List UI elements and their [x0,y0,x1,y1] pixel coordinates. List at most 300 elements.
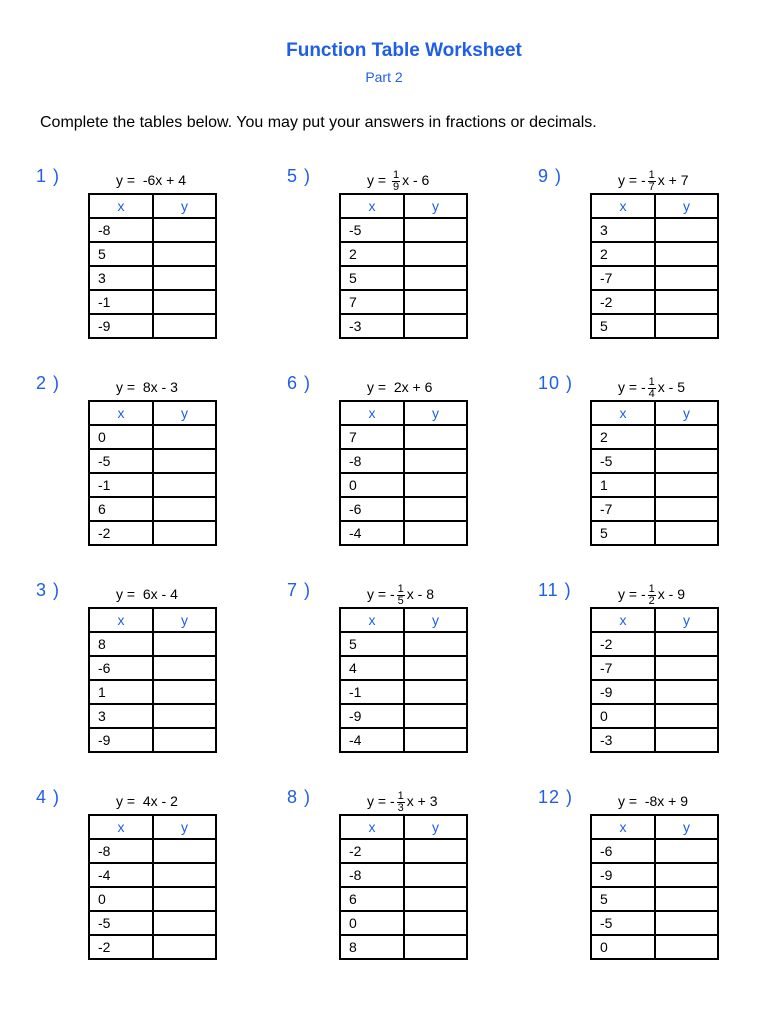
y-answer-cell[interactable] [655,863,718,887]
fraction-denominator: 2 [648,594,655,607]
y-answer-cell[interactable] [404,314,467,338]
table-row [89,218,216,242]
fraction-numerator: 1 [392,168,400,181]
table-row [340,656,467,680]
x-value-cell: -5 [89,449,153,473]
y-answer-cell[interactable] [655,680,718,704]
equation [116,373,178,401]
y-answer-cell[interactable] [655,839,718,863]
function-table [590,607,719,753]
y-answer-cell[interactable] [153,680,216,704]
equation-text: y = [367,172,390,188]
x-value-cell: -4 [89,863,153,887]
y-column-header: y [655,194,718,218]
x-value-cell: -2 [89,521,153,545]
table-row [591,863,718,887]
table-row [340,314,467,338]
problem-12 [538,787,738,977]
fraction [648,170,656,193]
y-answer-cell[interactable] [655,704,718,728]
table-row [89,497,216,521]
y-column-header: y [655,608,718,632]
x-value-cell: 1 [591,473,655,497]
table-header-row [89,401,216,425]
fraction-numerator: 1 [648,582,655,595]
table-row [89,290,216,314]
problem-number: 4 ) [36,787,61,807]
table-row [591,218,718,242]
table-row [89,935,216,959]
x-value-cell: 5 [89,242,153,266]
x-value-cell: -2 [89,935,153,959]
function-table [339,400,468,546]
y-answer-cell[interactable] [655,314,718,338]
table-header-row [340,815,467,839]
y-answer-cell[interactable] [655,449,718,473]
x-column-header: x [89,401,153,425]
table-row [591,425,718,449]
equation [116,166,186,194]
table-row [89,728,216,752]
x-value-cell: 3 [89,266,153,290]
x-column-header: x [89,194,153,218]
fraction [648,584,656,607]
y-column-header: y [404,194,467,218]
table-row [591,887,718,911]
x-value-cell: -5 [591,449,655,473]
table-row [89,266,216,290]
x-value-cell: 5 [591,521,655,545]
y-answer-cell[interactable] [404,839,467,863]
equation-text: y = - [367,793,395,809]
table-row [591,497,718,521]
y-answer-cell[interactable] [153,290,216,314]
equation-text: y = - [618,379,646,395]
table-row [89,449,216,473]
table-row [340,242,467,266]
y-answer-cell[interactable] [153,728,216,752]
table-row [89,473,216,497]
x-value-cell: 8 [89,632,153,656]
fraction-denominator: 4 [648,387,655,400]
fraction-numerator: 1 [648,375,655,388]
x-value-cell: -4 [340,521,404,545]
table-header-row [89,194,216,218]
y-answer-cell[interactable] [153,473,216,497]
y-answer-cell[interactable] [153,935,216,959]
x-value-cell: 2 [591,242,655,266]
y-column-header: y [655,815,718,839]
x-value-cell: -8 [89,839,153,863]
problem-number: 9 ) [538,166,563,186]
table-row [89,425,216,449]
equation-text: x - 8 [406,586,434,602]
x-value-cell: 4 [340,656,404,680]
table-row [591,656,718,680]
equation-text: x + 3 [406,793,438,809]
fraction-numerator: 1 [397,789,404,802]
problem-9 [538,166,738,356]
y-column-header: y [153,194,216,218]
problem-number: 6 ) [287,373,312,393]
fraction [397,584,405,607]
y-answer-cell[interactable] [655,425,718,449]
table-row [591,935,718,959]
equation [618,373,685,401]
table-row [591,242,718,266]
equation-text: y = 8x - 3 [116,379,178,395]
x-value-cell: -9 [89,314,153,338]
equation-text: y = 4x - 2 [116,793,178,809]
x-value-cell: 0 [89,887,153,911]
y-answer-cell[interactable] [153,839,216,863]
fraction [392,170,400,193]
x-value-cell: -7 [591,266,655,290]
x-value-cell: -7 [591,656,655,680]
function-table [88,400,217,546]
table-header-row [340,401,467,425]
x-value-cell: -9 [591,863,655,887]
y-answer-cell[interactable] [153,911,216,935]
table-row [591,314,718,338]
x-value-cell: -1 [340,680,404,704]
problem-11 [538,580,738,770]
x-value-cell: 6 [89,497,153,521]
problem-10 [538,373,738,563]
x-value-cell: 7 [340,290,404,314]
function-table [590,814,719,960]
problem-number: 8 ) [287,787,312,807]
y-answer-cell[interactable] [655,911,718,935]
table-row [591,680,718,704]
table-row [340,863,467,887]
problem-number: 3 ) [36,580,61,600]
table-row [591,632,718,656]
problem-number: 11 ) [538,580,572,600]
equation [618,166,689,194]
y-answer-cell[interactable] [655,242,718,266]
function-table [88,814,217,960]
y-answer-cell[interactable] [404,218,467,242]
table-row [340,425,467,449]
function-table [339,607,468,753]
y-answer-cell[interactable] [655,290,718,314]
table-row [340,728,467,752]
y-answer-cell[interactable] [404,935,467,959]
table-header-row [591,194,718,218]
function-table [88,193,217,339]
x-value-cell: 6 [340,887,404,911]
equation-text: y = - [618,172,646,188]
problem-5 [287,166,487,356]
y-answer-cell[interactable] [404,911,467,935]
y-answer-cell[interactable] [153,425,216,449]
x-value-cell: -6 [591,839,655,863]
equation [367,580,434,608]
fraction-denominator: 7 [648,180,655,193]
y-answer-cell[interactable] [404,473,467,497]
table-row [340,887,467,911]
y-answer-cell[interactable] [404,242,467,266]
y-answer-cell[interactable] [153,314,216,338]
y-answer-cell[interactable] [404,704,467,728]
x-column-header: x [340,608,404,632]
x-value-cell: 1 [89,680,153,704]
table-header-row [340,194,467,218]
y-answer-cell[interactable] [404,266,467,290]
equation [116,580,178,608]
y-answer-cell[interactable] [404,632,467,656]
problem-number: 12 ) [538,787,574,807]
table-row [89,521,216,545]
y-answer-cell[interactable] [153,242,216,266]
table-row [340,839,467,863]
table-row [89,704,216,728]
equation-text: x - 5 [657,379,685,395]
instructions: Complete the tables below. You may put your answers in fractions or decimals. [40,114,597,131]
fraction-denominator: 5 [397,594,404,607]
x-value-cell: 0 [591,704,655,728]
table-row [591,473,718,497]
x-column-header: x [591,608,655,632]
problem-6 [287,373,487,563]
x-value-cell: 3 [591,218,655,242]
table-row [591,728,718,752]
equation-text: x - 6 [402,172,430,188]
x-column-header: x [89,608,153,632]
y-answer-cell[interactable] [655,521,718,545]
problem-3 [36,580,236,770]
x-value-cell: 5 [340,632,404,656]
y-answer-cell[interactable] [655,728,718,752]
x-value-cell: -5 [340,218,404,242]
problem-7 [287,580,487,770]
table-header-row [89,608,216,632]
equation [367,166,429,194]
table-row [340,632,467,656]
y-column-header: y [153,815,216,839]
equation-text: y = -8x + 9 [618,793,689,809]
x-value-cell: 8 [340,935,404,959]
table-row [340,521,467,545]
y-answer-cell[interactable] [655,656,718,680]
problem-2 [36,373,236,563]
problem-8 [287,787,487,977]
y-column-header: y [404,815,467,839]
y-answer-cell[interactable] [153,887,216,911]
fraction-denominator: 3 [397,801,404,814]
y-answer-cell[interactable] [404,863,467,887]
y-column-header: y [404,608,467,632]
y-column-header: y [655,401,718,425]
fraction-denominator: 9 [392,180,400,193]
x-column-header: x [340,401,404,425]
equation-text: y = 2x + 6 [367,379,433,395]
table-row [89,839,216,863]
x-value-cell: -2 [591,290,655,314]
x-value-cell: -6 [89,656,153,680]
table-header-row [89,815,216,839]
table-row [340,449,467,473]
x-value-cell: 3 [89,704,153,728]
x-column-header: x [340,815,404,839]
function-table [590,400,719,546]
x-value-cell: 7 [340,425,404,449]
y-answer-cell[interactable] [404,656,467,680]
x-column-header: x [591,401,655,425]
function-table [339,193,468,339]
y-answer-cell[interactable] [655,218,718,242]
table-row [89,680,216,704]
equation-text: y = 6x - 4 [116,586,178,602]
equation [116,787,178,815]
x-value-cell: -3 [340,314,404,338]
table-row [89,242,216,266]
x-value-cell: -2 [591,632,655,656]
y-answer-cell[interactable] [153,521,216,545]
y-answer-cell[interactable] [655,473,718,497]
table-row [340,266,467,290]
table-row [591,266,718,290]
y-answer-cell[interactable] [153,449,216,473]
table-row [89,314,216,338]
x-value-cell: -9 [340,704,404,728]
y-column-header: y [153,608,216,632]
problem-number: 10 ) [538,373,574,393]
table-row [591,839,718,863]
y-answer-cell[interactable] [404,521,467,545]
y-column-header: y [153,401,216,425]
table-header-row [591,608,718,632]
x-value-cell: -1 [89,473,153,497]
y-answer-cell[interactable] [655,632,718,656]
worksheet-title: Function Table Worksheet [286,40,522,61]
y-answer-cell[interactable] [655,887,718,911]
x-column-header: x [591,815,655,839]
x-column-header: x [591,194,655,218]
y-answer-cell[interactable] [153,266,216,290]
x-value-cell: 0 [340,473,404,497]
y-answer-cell[interactable] [153,218,216,242]
y-answer-cell[interactable] [153,497,216,521]
equation-text: x + 7 [657,172,689,188]
table-row [591,290,718,314]
equation [367,373,432,401]
table-row [340,473,467,497]
problem-1 [36,166,236,356]
y-answer-cell[interactable] [655,497,718,521]
table-row [340,290,467,314]
table-row [89,632,216,656]
y-answer-cell[interactable] [404,497,467,521]
x-value-cell: -8 [89,218,153,242]
y-answer-cell[interactable] [404,680,467,704]
fraction-numerator: 1 [648,168,655,181]
table-row [340,497,467,521]
x-value-cell: 2 [340,242,404,266]
x-value-cell: 5 [591,887,655,911]
x-column-header: x [340,194,404,218]
table-row [591,911,718,935]
problem-number: 1 ) [36,166,61,186]
y-answer-cell[interactable] [153,656,216,680]
x-value-cell: 5 [591,314,655,338]
y-answer-cell[interactable] [153,632,216,656]
function-table [339,814,468,960]
table-row [340,218,467,242]
x-value-cell: -5 [89,911,153,935]
equation-text: x - 9 [657,586,685,602]
fraction-numerator: 1 [397,582,404,595]
y-answer-cell[interactable] [404,425,467,449]
table-header-row [591,815,718,839]
y-answer-cell[interactable] [153,704,216,728]
y-answer-cell[interactable] [655,266,718,290]
equation-text: y = -6x + 4 [116,172,187,188]
problem-4 [36,787,236,977]
x-value-cell: 5 [340,266,404,290]
x-value-cell: -2 [340,839,404,863]
worksheet-subtitle: Part 2 [365,69,403,85]
x-value-cell: -8 [340,863,404,887]
table-row [89,911,216,935]
function-table [590,193,719,339]
y-column-header: y [404,401,467,425]
y-answer-cell[interactable] [655,935,718,959]
y-answer-cell[interactable] [404,449,467,473]
y-answer-cell[interactable] [153,863,216,887]
table-header-row [591,401,718,425]
x-value-cell: 0 [340,911,404,935]
y-answer-cell[interactable] [404,887,467,911]
table-row [591,521,718,545]
function-table [88,607,217,753]
x-value-cell: -8 [340,449,404,473]
x-value-cell: -6 [340,497,404,521]
table-row [591,704,718,728]
x-value-cell: -4 [340,728,404,752]
equation-text: y = - [367,586,395,602]
table-row [89,656,216,680]
fraction [648,377,656,400]
table-row [340,911,467,935]
equation [367,787,438,815]
problem-number: 2 ) [36,373,61,393]
equation-text: y = - [618,586,646,602]
table-row [340,704,467,728]
x-value-cell: -7 [591,497,655,521]
table-row [89,887,216,911]
x-value-cell: 0 [591,935,655,959]
x-column-header: x [89,815,153,839]
y-answer-cell[interactable] [404,290,467,314]
equation [618,580,685,608]
x-value-cell: -3 [591,728,655,752]
table-header-row [340,608,467,632]
x-value-cell: -1 [89,290,153,314]
x-value-cell: -5 [591,911,655,935]
x-value-cell: -9 [89,728,153,752]
equation [618,787,688,815]
table-row [89,863,216,887]
x-value-cell: -9 [591,680,655,704]
table-row [340,935,467,959]
x-value-cell: 0 [89,425,153,449]
problem-number: 7 ) [287,580,312,600]
fraction [397,791,405,814]
x-value-cell: 2 [591,425,655,449]
y-answer-cell[interactable] [404,728,467,752]
